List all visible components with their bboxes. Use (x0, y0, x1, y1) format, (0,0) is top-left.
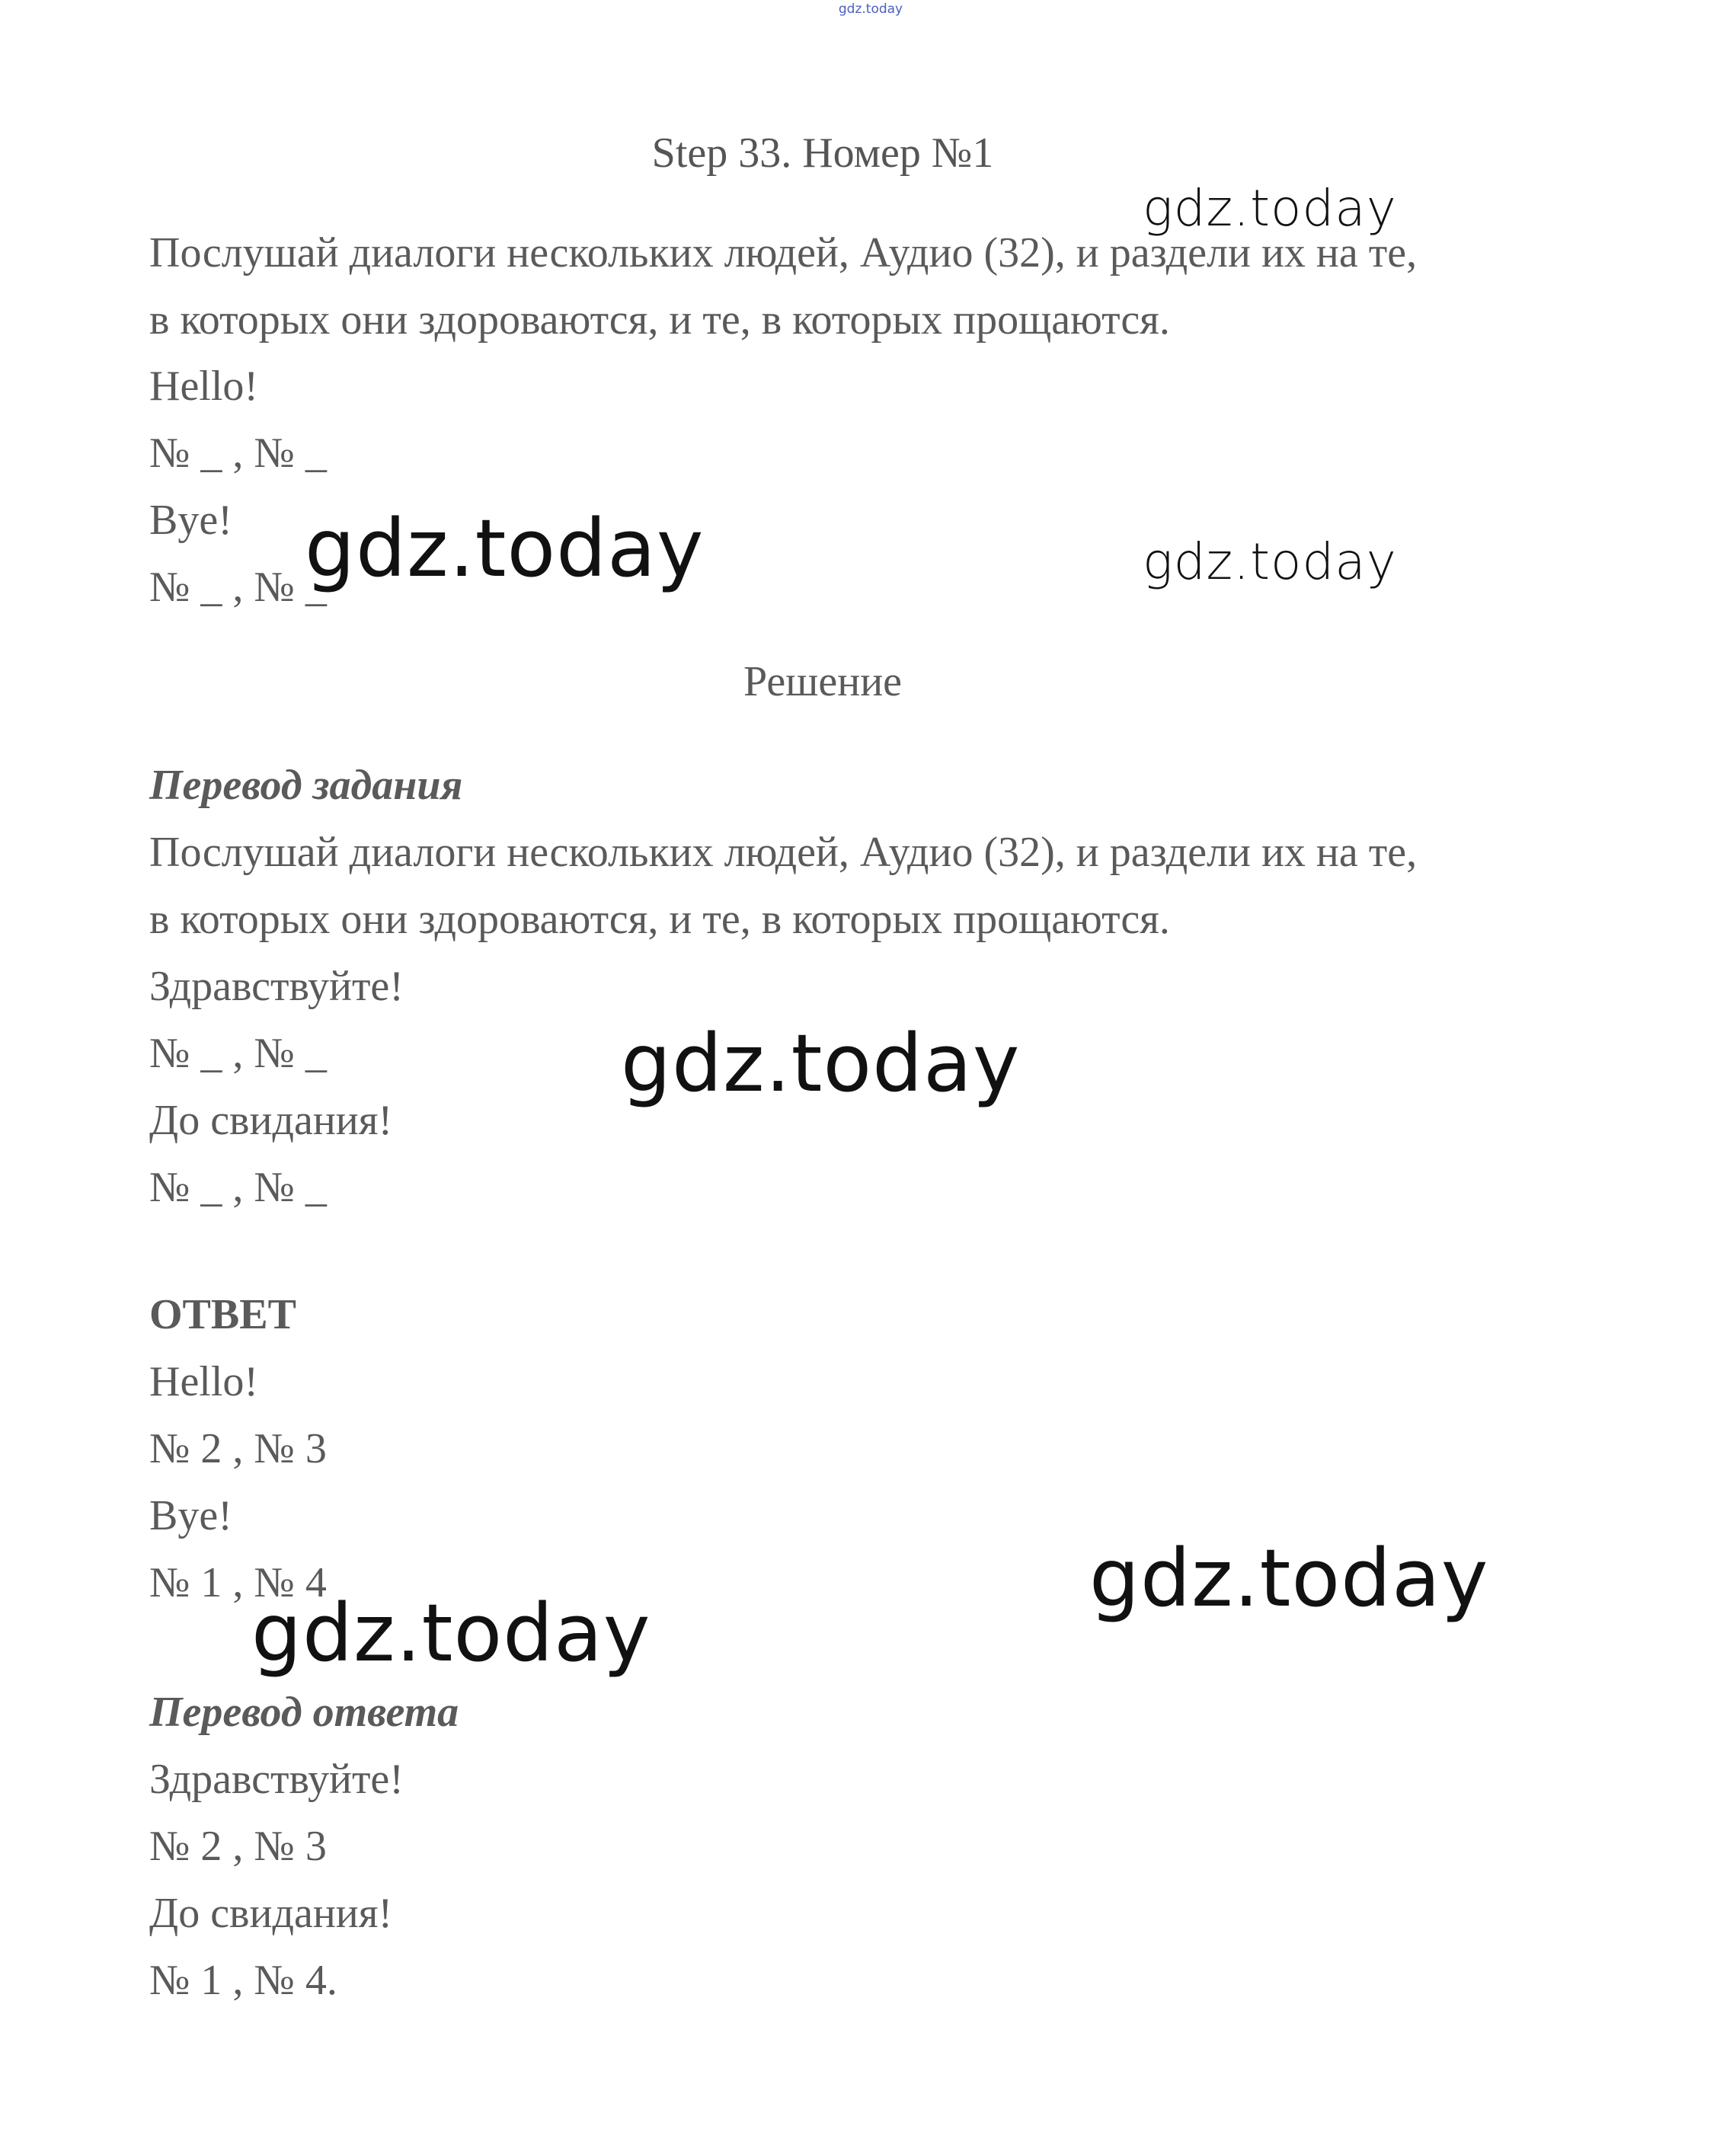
translation-heading: Перевод задания (149, 762, 463, 809)
answer-heading: ОТВЕТ (149, 1291, 296, 1338)
watermark: gdz.today (251, 1587, 651, 1680)
solution-heading: Решение (743, 658, 903, 705)
translation-line-2: в которых они здороваются, и те, в которых прощаются. (149, 896, 1170, 943)
translation-bye: До свидания! (149, 1097, 393, 1144)
translation-bye-blanks: № _ , № _ (149, 1164, 327, 1211)
watermark: gdz.today (1143, 179, 1397, 238)
answer-translation-bye-numbers: № 1 , № 4. (149, 1957, 337, 2004)
task-bye-blanks: № _ , № _ (149, 564, 327, 611)
translation-hello-blanks: № _ , № _ (149, 1030, 327, 1077)
task-hello-blanks: № _ , № _ (149, 430, 327, 477)
task-bye: Bye! (149, 497, 232, 544)
translation-line-1: Послушай диалоги нескольких людей, Аудио (32), и раздели их на те, (149, 829, 1418, 876)
translation-hello: Здравствуйте! (149, 963, 404, 1010)
answer-bye-numbers: № 1 , № 4 (149, 1559, 327, 1606)
task-hello: Hello! (149, 363, 259, 410)
watermark: gdz.today (1143, 532, 1397, 591)
answer-translation-bye: До свидания! (149, 1890, 393, 1937)
task-line-2: в которых они здороваются, и те, в которых прощаются. (149, 296, 1170, 344)
answer-hello-numbers: № 2 , № 3 (149, 1425, 327, 1472)
page-title: Step 33. Номер №1 (651, 129, 994, 177)
answer-bye: Bye! (149, 1492, 232, 1539)
watermark: gdz.today (621, 1017, 1021, 1110)
answer-hello: Hello! (149, 1358, 259, 1405)
answer-translation-heading: Перевод ответа (149, 1689, 459, 1736)
task-line-1: Послушай диалоги нескольких людей, Аудио (32), и раздели их на те, (149, 229, 1418, 276)
answer-translation-hello-numbers: № 2 , № 3 (149, 1823, 327, 1870)
watermark: gdz.today (305, 502, 705, 595)
header-watermark: gdz.today (838, 2, 903, 17)
watermark: gdz.today (1089, 1532, 1489, 1625)
answer-translation-hello: Здравствуйте! (149, 1756, 404, 1803)
